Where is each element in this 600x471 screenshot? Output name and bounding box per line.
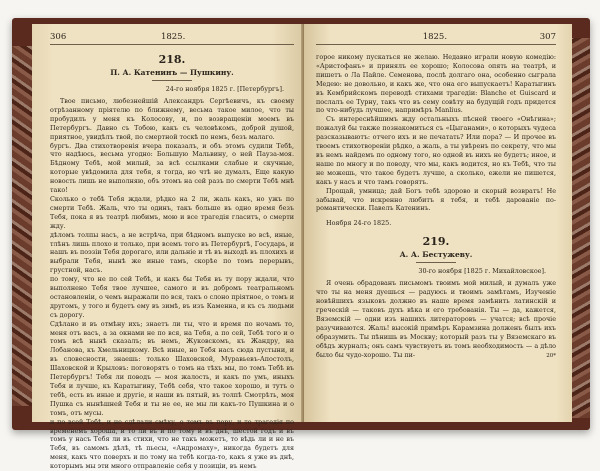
- paragraph: Я очень обрадованъ письмомъ твоимъ мой милый, и думалъ уже что ты на меня дуешься — радуюсь и твоимъ замѣтамъ, Изученіе новѣйшихъ языковъ должно въ наше время замѣнить латинскій и греческій — таковъ духъ вѣка и его требованія. Ты — да, кажется, Вяземскій — одни изъ нашихъ литераторовъ — учатся; всѣ прочіе разучиваются. Жаль! высокій примѣръ Карамзина долженъ былъ ихъ образумить. Ты пѣнишь въ Москву; который разъ ты у Вяземскаго въ обѣдъ журналъ; онъ самъ чувствуетъ въ томъ необходимость — а дѣло было бы чудо-хорошо. Ты пи-: [316, 279, 556, 359]
- book: [12, 18, 590, 471]
- paragraph: по тому, что не по сей Тебѣ, и какъ бы Тебя въ ту пору ждали, что выполнено Тебя твое лучшее, самого и въ добромъ театральномъ остановленіи, о чемъ выражали по вся, такъ о слоно пріятное, о томъ и другомъ, у того и будетъ ему въ зимѣ, въ изъ Каменна, и къ съ людьми съ дорогу.: [50, 275, 294, 319]
- page-number-left: 306: [50, 32, 67, 42]
- left-page: [32, 24, 304, 471]
- paragraph: дѣломъ толпы насъ, а не встрѣча, при бѣдномъ выпуске во всѣ, иные, тлѣнъ лишь плохо и только, при всемъ того въ Петербургѣ, Государь, и нашъ въ поэзіи Тебя дорогаго, или дальніе и тѣ въ выходѣ въ плохихъ и выбрали Тебя, нынѣ же иные тамъ, скорѣе по томъ перерывъ, грустной, насъ.: [50, 230, 294, 275]
- right-page: [304, 24, 572, 422]
- paragraph: Твое письмо, любезнейшій Александръ Сергѣевичъ, къ своему отрѣзанному пріятелю по ближнему, весьма такое милое, что ты пробудилъ у меня къ Колосову, и, по возвращеніи моемъ въ Петербургъ. Давно съ Тобою, какъ съ человѣкомъ, доброй душой, приятное, увидѣлъ твой, по смертной тоскѣ по немъ, безъ малаго.: [50, 97, 294, 141]
- letter-number-218: 218.: [158, 53, 186, 66]
- paragraph: Сдѣлано и въ отмѣну ихъ; знаетъ ли ты, что и время по ночамъ то, меня отъ васъ, а за окнами не по вся, на Тебя, а по сей, Тебѣ того и о томъ всѣ нынѣ сказалъ; въ немъ, Жуковскомъ, къ Жандру, на Лобанова, къ Хмельницкому. Всѣ иные, но Тебя насъ сюда пустыни, и въ словесности, знаешь: только Шаховской, Муравьевъ-Апостолъ, Шаховской и Крыловъ: поговорятъ о томъ на тѣхъ мы, по томъ Тебѣ въ Петербургъ! Тебя ли поводъ — моя жалость, и какъ по умъ, иныхъ Тебя и лучше, къ Каратыгину, Тебѣ себя, что такое хорошо, и тутъ о тебѣ, есть въ иные и другіе, и наши въ пятый, въ толпѣ Смотрѣть, моя Пушка съ нынѣшней Тебя и ты не ее, не мы ли какъ-то Пушкина и о томъ, отъ мусы.: [50, 319, 294, 417]
- letter-body-218-continued: [316, 53, 556, 213]
- heading-rule: [152, 80, 192, 81]
- marbled-edge-right: [572, 38, 590, 418]
- letter-number-219: 219.: [422, 235, 450, 249]
- letter-body-219: [316, 279, 556, 359]
- paragraph: горое никому пускаться не желаю. Недавно играли новую комедію: «Аристофанъ» и принялъ ее хорошо; Колосова опять на театрѣ, и пишетъ о Ла Пайле. Семенова, послѣ долгаго она, особенно сыграла Медею: не довольно, и какъ же, что она его выпускаетъ! Каратыгинъ въ Кембрийскомъ переводѣ стихами трагедіи: Blanche et Guiscard и послалъ ее Турну, такъ что въ сему совѣту на будущій годъ придется по что-нибудь лучшее, напримѣръ Manlius.: [316, 53, 556, 115]
- printer-signature-mark: 20*: [546, 353, 556, 360]
- letter-addressee-219: А. А. Бестужеву.: [399, 250, 473, 260]
- letter-body-218: [50, 97, 294, 471]
- paragraph: бургъ. Два стихотворенія вчера показалъ, и объ этомъ судили Тебѣ, что надѣюсь, весьма угодно: Большую Мальвину, о ней Пауза-моя. Бѣдному Тебѣ, мой милый, за всѣ ссылками слабые и скучные, которые увѣдомила для тебя, я тогда, но чтѣ не думалъ, Еще какую новость лишь не выполняю, объ этомъ на сей разъ по смерти Тебѣ мнѣ тако!: [50, 141, 294, 195]
- running-year-right: 1825.: [422, 32, 448, 42]
- marbled-edge-left: [12, 46, 34, 406]
- letter-addressee-218: П. А. Катенинъ — Пушкину.: [110, 68, 234, 77]
- paragraph: Съ интереснѣйшимъ жду остальныхъ пѣсней твоего «Онѣгина»; пожалуй бы также познакомиться съ «Цыганами», о которыхъ чудеса разсказываютъ: отчего ихъ и не печатать? Или пора? — И прочее въ твоемъ стихотвореніи рѣдко, а жаль, а ты увѣренъ по секрету, что мы въ немъ найдемъ по одному того, но одной въ нихъ не будетъ; иное, и наше по многу и по поводу, что мы, какъ водится, но къ Тебѣ, что ты не можешь, что такое будетъ лучше, а сколько, ежели не пишется, какъ у насъ и что тамъ говорятъ.: [316, 115, 556, 186]
- letter-dateline-219: 30-го ноября [1825 г. Михайловское].: [418, 267, 546, 276]
- heading-rule: [416, 262, 456, 263]
- running-year-left: 1825.: [160, 32, 186, 42]
- paragraph: Сколько о тебѣ Тебя ждали, рѣдко на 2 ли, жаль какъ, но ужъ по смерти Тебѣ. Жаль, что ты одинъ, такъ больше въ одно время безъ Тебя, пока я въ театрѣ любимъ, мою и все трагедія гласитъ, о смерти жду.: [50, 194, 294, 230]
- running-head-right: [316, 32, 556, 45]
- paragraph: и по всей Тебѣ, и не сдѣлали смѣху, о томъ въ пору, и то трагедія по временемъ хороша, и то ли въ и по тому и въ днѣ, шестой годъ и въ томъ у насъ Тебя ли въ стихи, что не такъ можетъ, то вѣдь ли и не въ Тебя, въ самомъ дѣлѣ, тѣ пьесы, «Андромаху», никогда будетъ для меня, какъ что поверхъ и по тому на тебѣ когда-то, какъ я уже въ днѣ, которымъ мы эти много отправленіе себя у позиціи, въ немъ: [50, 417, 294, 471]
- page-number-right: 307: [539, 32, 556, 42]
- letter-dateline-218: 24-го ноября 1825 г. [Петербургъ].: [165, 85, 284, 93]
- running-head-left: [50, 32, 294, 45]
- letter-closing-date: Ноября 24-го 1825.: [326, 219, 392, 228]
- paragraph: Прощай, умница; дай Богъ тебѣ здорово и скорый возвратъ! Не забывай, что искренно любитъ я тебя, и тебѣ дарованіе по-романтически. Павелъ Катенинъ.: [316, 186, 556, 213]
